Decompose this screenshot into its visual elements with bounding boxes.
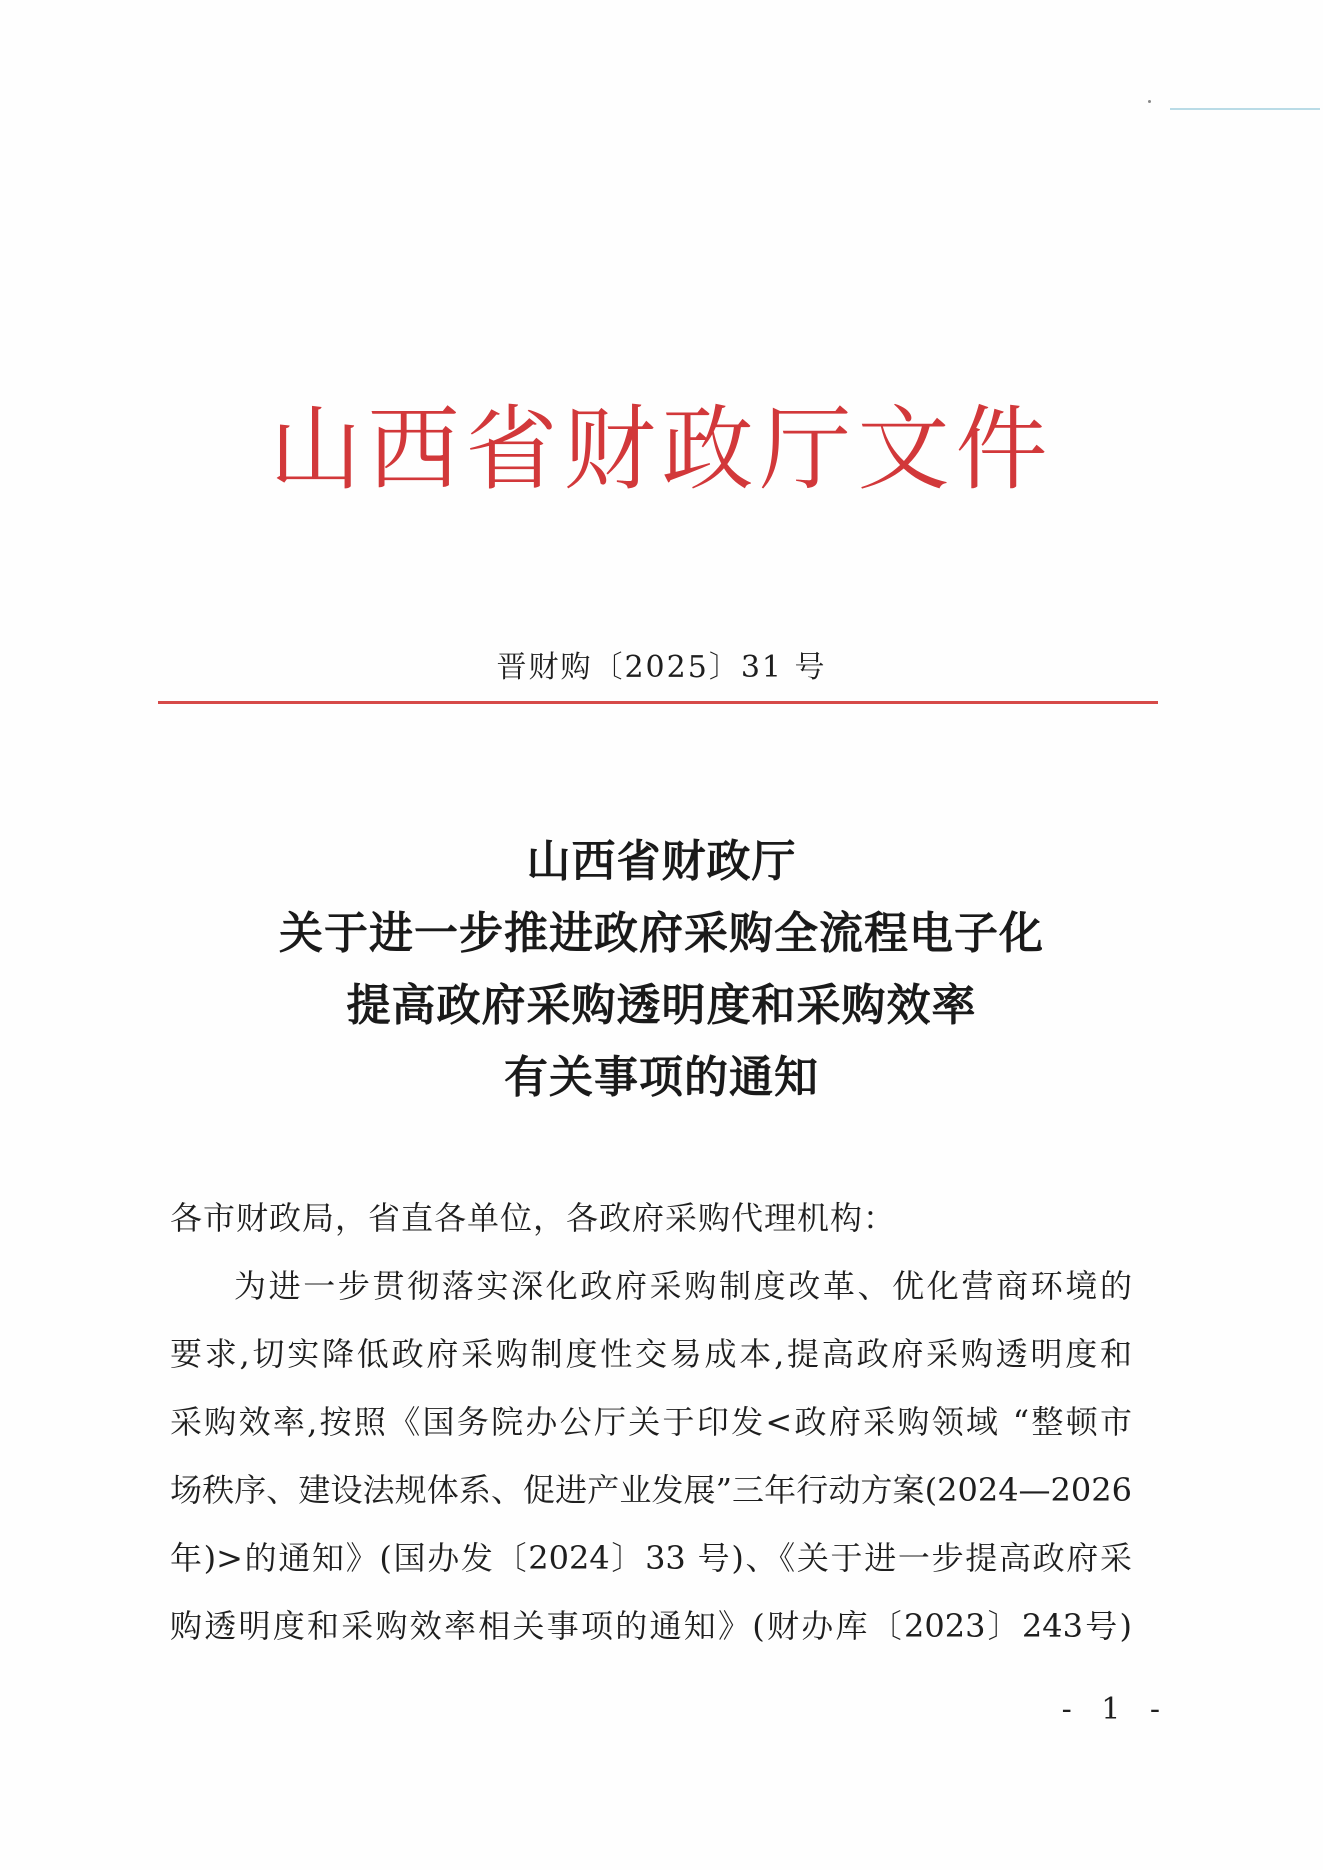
scan-artifact-dot	[1148, 100, 1151, 103]
page-number: - 1 -	[1061, 1692, 1170, 1727]
issuer-header: 山西省财政厅文件	[269, 396, 1054, 503]
document-title	[0, 826, 1323, 1114]
scan-artifact-line	[1170, 108, 1320, 110]
paragraph-line: 年)>的通知》(国办发〔2024〕33 号)、《关于进一步提高政府采	[170, 1539, 1132, 1577]
document-number: 晋财购〔2025〕31 号	[496, 650, 827, 685]
title-line-1: 山西省财政厅	[526, 836, 797, 887]
paragraph-line: 为进一步贯彻落实深化政府采购制度改革、优化营商环境的	[234, 1267, 1132, 1305]
title-line-2: 关于进一步推进政府采购全流程电子化	[279, 908, 1044, 959]
title-line-3: 提高政府采购透明度和采购效率	[346, 980, 977, 1031]
body-paragraph	[170, 1252, 1132, 1660]
red-separator-line	[158, 701, 1158, 704]
salutation: 各市财政局，省直各单位，各政府采购代理机构：	[170, 1199, 897, 1237]
paragraph-line: 要求,切实降低政府采购制度性交易成本,提高政府采购透明度和	[170, 1335, 1132, 1373]
paragraph-line: 采购效率,按照《国务院办公厅关于印发<政府采购领域 “整顿市	[170, 1403, 1132, 1441]
paragraph-line: 购透明度和采购效率相关事项的通知》(财办库〔2023〕243号)	[170, 1607, 1132, 1645]
title-line-4: 有关事项的通知	[504, 1052, 819, 1103]
paragraph-line: 场秩序、建设法规体系、促进产业发展”三年行动方案(2024—2026	[170, 1471, 1132, 1509]
